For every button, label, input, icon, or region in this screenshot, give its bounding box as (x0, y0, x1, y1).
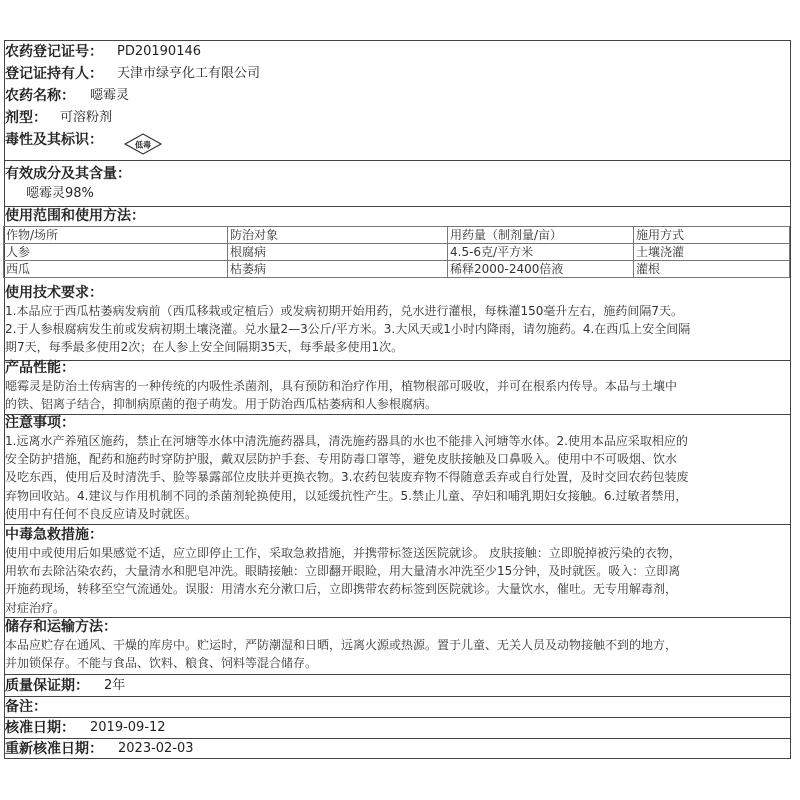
table-cell: 4.5-6克/平方米 (448, 244, 634, 261)
shelf-label: 质量保证期： (5, 678, 89, 694)
remarks-label: 备注： (5, 699, 47, 715)
table-cell: 枯萎病 (228, 261, 448, 278)
performance-text (5, 377, 795, 413)
text-line: 1.本品应于西瓜枯萎病发病前（西瓜移栽或定植后）或发病初期开始用药，兑水进行灌根，每株灌150毫升左右，施药间隔7天。 (5, 304, 683, 318)
table-cell: 土壤浇灌 (634, 244, 790, 261)
reapproval-value: 2023-02-03 (118, 741, 194, 756)
form-value: 可溶粉剂 (60, 110, 113, 125)
ingredient-label: 有效成分及其含量： (5, 166, 131, 182)
holder-value: 天津市绿亨化工有限公司 (117, 66, 261, 81)
notes-label: 注意事项： (5, 415, 75, 431)
text-line: 使用中有任何不良反应请及时就医。 (5, 506, 198, 521)
table-header-row (4, 227, 790, 244)
name-label: 农药名称： (5, 88, 75, 104)
divider (4, 414, 791, 415)
form-label: 剂型： (5, 110, 47, 126)
notes-text (5, 432, 795, 523)
low-toxicity-diamond-icon (123, 133, 163, 155)
storage-text (5, 636, 795, 672)
performance-label: 产品性能： (5, 360, 75, 376)
toxicity-label: 毒性及其标识： (5, 132, 103, 148)
text-line: 并加锁保存。不能与食品、饮料、粮食、饲料等混合储存。 (5, 656, 318, 671)
reg-no-label: 农药登记证号： (5, 44, 103, 60)
text-line: 使用中或使用后如果感觉不适，应立即停止工作，采取急救措施，并携带标签送医院就诊。 皮肤接触：立即脱掉被污染的衣物， (5, 546, 681, 560)
reg-no-value: PD20190146 (117, 44, 202, 59)
text-line: 用软布去除沾染农药，大量清水和肥皂冲洗。眼睛接触：立即翻开眼睑，用大量清水冲洗至少15分钟，及时就医。吸入：立即离 (5, 564, 681, 579)
usage-label: 使用范围和使用方法： (5, 208, 145, 224)
divider (4, 674, 791, 675)
text-line: 对症治疗。 (5, 600, 66, 615)
text-line: 的铁、铝离子结合，抑制病原菌的孢子萌发。用于防治西瓜枯萎病和人参根腐病。 (5, 397, 438, 412)
approval-label: 核准日期： (5, 720, 75, 736)
firstaid-label: 中毒急救措施： (5, 527, 103, 543)
text-line: 开施药现场，转移至空气流通处。误服：用清水充分漱口后，立即携带农药标签到医院就诊。大量饮水，催吐。无专用解毒剂， (5, 582, 678, 597)
text-line: 噁霉灵是防治土传病害的一种传统的内吸性杀菌剂，具有预防和治疗作用，植物根部可吸收，并可在根系内传导。本品与土壤中 (5, 379, 678, 393)
toxicity-badge-text: 低毒 (135, 140, 151, 150)
text-line: 1.远离水产养殖区施药，禁止在河塘等水体中清洗施药器具，清洗施药器具的水也不能排入河塘等水体。2.使用本品应采取相应的 (5, 434, 688, 448)
approval-value: 2019-09-12 (90, 720, 166, 735)
usage-table (3, 226, 790, 278)
table-row (4, 244, 790, 261)
text-line: 及吃东西，使用后及时清洗手、脸等暴露部位皮肤并更换衣物。3.农药包装废弃物不得随意丢弃或自行处置，及时交回农药包装废 (5, 470, 689, 485)
name-value: 噁霉灵 (90, 88, 130, 103)
divider (4, 617, 791, 618)
divider (4, 524, 791, 525)
tech-label: 使用技术要求： (5, 285, 103, 301)
table-cell: 稀释2000-2400倍液 (448, 261, 634, 278)
storage-label: 储存和运输方法： (5, 619, 117, 635)
ingredient-value: 噁霉灵98% (26, 186, 94, 201)
table-row (4, 261, 790, 278)
firstaid-text (5, 544, 795, 617)
table-header-cell: 施用方式 (634, 227, 790, 244)
table-cell: 灌根 (634, 261, 790, 278)
table-cell: 根腐病 (228, 244, 448, 261)
text-line: 安全防护措施，配药和施药时穿防护服，戴双层防护手套、专用防毒口罩等，避免皮肤接触及口鼻吸入。使用中不可吸烟、饮水 (5, 452, 678, 467)
holder-label: 登记证持有人： (5, 66, 103, 82)
table-header-cell: 作物/场所 (4, 227, 228, 244)
table-cell: 西瓜 (4, 261, 228, 278)
shelf-value: 2年 (104, 678, 126, 693)
tech-text (5, 302, 795, 357)
text-line: 弃物回收站。4.建议与作用机制不同的杀菌剂轮换使用，以延缓抗性产生。5.禁止儿童、孕妇和哺乳期妇女接触。6.过敏者禁用， (5, 488, 688, 503)
text-line: 本品应贮存在通风、干燥的库房中。贮运时，严防潮湿和日晒，远离火源或热源。置于儿童、无关人员及动物接触不到的地方， (5, 638, 678, 652)
table-cell: 人参 (4, 244, 228, 261)
table-header-cell: 用药量（制剂量/亩） (448, 227, 634, 244)
text-line: 期7天，每季最多使用2次；在人参上安全间隔期35天，每季最多使用1次。 (5, 340, 404, 355)
reapproval-label: 重新核准日期： (5, 741, 103, 757)
divider (4, 160, 791, 161)
table-header-cell: 防治对象 (228, 227, 448, 244)
divider (4, 696, 791, 697)
divider (4, 360, 791, 361)
text-line: 2.于人参根腐病发生前或发病初期土壤浇灌。兑水量2—3公斤/平方米。3.大风天或1小时内降雨，请勿施药。4.在西瓜上安全间隔 (5, 322, 691, 337)
